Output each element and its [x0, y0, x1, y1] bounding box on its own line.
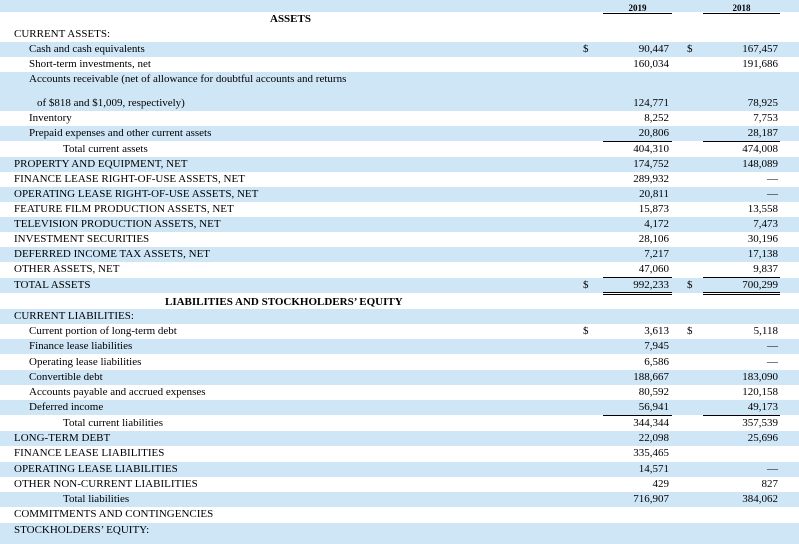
investment-securities-row: [0, 232, 799, 247]
value-2018: 700,299: [742, 279, 778, 291]
value-2019: 429: [652, 478, 669, 490]
assets-header: ASSETS: [270, 13, 311, 25]
prepaid-row: [0, 126, 799, 141]
other-assets-row: [0, 262, 799, 277]
value-2019: 8,252: [644, 112, 669, 124]
long-term-debt-row: [0, 431, 799, 446]
television-production-row: [0, 217, 799, 232]
stockholders-equity-header-row: [0, 523, 799, 544]
value-2018: —: [767, 188, 778, 200]
value-2018: —: [767, 356, 778, 368]
deferred-tax-row: [0, 247, 799, 262]
value-2018: 30,196: [747, 233, 778, 245]
total-double-rule: [703, 292, 780, 295]
row-label: Convertible debt: [29, 371, 103, 383]
row-label: OPERATING LEASE RIGHT-OF-USE ASSETS, NET: [14, 188, 259, 200]
value-2019: 160,034: [633, 58, 669, 70]
value-2019: 20,806: [638, 127, 669, 139]
total-double-rule: [603, 292, 672, 295]
dollar-sign: $: [583, 43, 589, 55]
row-label: LONG-TERM DEBT: [14, 432, 111, 444]
row-label: OTHER NON-CURRENT LIABILITIES: [14, 478, 198, 490]
row-label: Short-term investments, net: [29, 58, 151, 70]
total-current-liabilities-row: [0, 416, 799, 431]
value-2019: 289,932: [633, 173, 669, 185]
total-current-assets-row: [0, 142, 799, 157]
value-2019: 344,344: [633, 417, 669, 429]
row-label: COMMITMENTS AND CONTINGENCIES: [14, 508, 214, 520]
finance-lease-liabilities-noncurrent-row: [0, 446, 799, 461]
value-2019: 22,098: [638, 432, 669, 444]
value-2019: 90,447: [638, 43, 669, 55]
operating-lease-liabilities-noncurrent-row: [0, 462, 799, 477]
row-label: Deferred income: [29, 401, 104, 413]
value-2018: —: [767, 173, 778, 185]
row-label: DEFERRED INCOME TAX ASSETS, NET: [14, 248, 211, 260]
row-label: FINANCE LEASE RIGHT-OF-USE ASSETS, NET: [14, 173, 245, 185]
row-label: Prepaid expenses and other current assets: [29, 127, 212, 139]
ppe-row: [0, 157, 799, 172]
row-label: Operating lease liabilities: [29, 356, 142, 368]
row-label: TELEVISION PRODUCTION ASSETS, NET: [14, 218, 221, 230]
row-label: Accounts payable and accrued expenses: [29, 386, 206, 398]
row-label: of $818 and $1,009, respectively): [37, 97, 185, 109]
value-2018: 9,837: [753, 263, 778, 275]
value-2019: 4,172: [644, 218, 669, 230]
value-2018: 183,090: [742, 371, 778, 383]
accounts-receivable-row-2: [0, 96, 799, 111]
cash-row: [0, 42, 799, 57]
row-label: Accounts receivable (net of allowance for doubtful accounts and returns: [29, 73, 347, 85]
row-label: OPERATING LEASE LIABILITIES: [14, 463, 178, 475]
row-label: PROPERTY AND EQUIPMENT, NET: [14, 158, 188, 170]
value-2018: —: [767, 463, 778, 475]
value-2019: 80,592: [638, 386, 669, 398]
inventory-row: [0, 111, 799, 126]
row-label: Cash and cash equivalents: [29, 43, 145, 55]
feature-film-row: [0, 202, 799, 217]
value-2019: 56,941: [638, 401, 669, 413]
column-header-row: [0, 0, 799, 12]
row-label: TOTAL ASSETS: [14, 279, 91, 291]
row-label: Total current assets: [63, 143, 148, 155]
row-label: Total current liabilities: [63, 417, 164, 429]
total-liabilities-row: [0, 492, 799, 507]
commitments-row: [0, 507, 799, 522]
value-2018: —: [767, 340, 778, 352]
value-2019: 28,106: [638, 233, 669, 245]
value-2018: 28,187: [747, 127, 778, 139]
value-2018: 167,457: [742, 43, 778, 55]
row-label: Finance lease liabilities: [29, 340, 133, 352]
value-2018: 25,696: [747, 432, 778, 444]
total-assets-row: [0, 278, 799, 293]
operating-lease-rou-row: [0, 187, 799, 202]
value-2019: 7,217: [644, 248, 669, 260]
dollar-sign: $: [687, 279, 693, 291]
row-label: FEATURE FILM PRODUCTION ASSETS, NET: [14, 203, 234, 215]
value-2019: 47,060: [638, 263, 669, 275]
row-label: INVESTMENT SECURITIES: [14, 233, 150, 245]
finance-lease-rou-row: [0, 172, 799, 187]
value-2018: 827: [761, 478, 778, 490]
accounts-payable-row: [0, 385, 799, 400]
value-2018: 7,753: [753, 112, 778, 124]
value-2019: 3,613: [644, 325, 669, 337]
dollar-sign: $: [583, 325, 589, 337]
value-2018: 13,558: [747, 203, 778, 215]
dollar-sign: $: [687, 43, 693, 55]
current-assets-header-row: [0, 27, 799, 42]
row-label: OTHER ASSETS, NET: [14, 263, 120, 275]
value-2019: 15,873: [638, 203, 669, 215]
value-2019: 20,811: [639, 188, 669, 200]
dollar-sign: $: [687, 325, 693, 337]
dollar-sign: $: [583, 279, 589, 291]
finance-lease-liabilities-row: [0, 339, 799, 354]
value-2018: 474,008: [742, 143, 778, 155]
value-2019: 188,667: [633, 371, 669, 383]
current-liabilities-header-row: [0, 309, 799, 324]
accounts-receivable-row-1: [0, 72, 799, 96]
value-2019: 124,771: [633, 97, 669, 109]
current-assets-label: CURRENT ASSETS:: [14, 28, 111, 40]
year-2019-header: 2019: [603, 3, 672, 14]
current-portion-ltd-row: [0, 324, 799, 339]
row-label: Inventory: [29, 112, 72, 124]
convertible-debt-row: [0, 370, 799, 385]
value-2019: 404,310: [633, 143, 669, 155]
year-2018-header: 2018: [703, 3, 780, 14]
operating-lease-liabilities-row: [0, 355, 799, 370]
row-label: Current portion of long-term debt: [29, 325, 177, 337]
value-2018: 384,062: [742, 493, 778, 505]
value-2018: 120,158: [742, 386, 778, 398]
value-2018: 78,925: [747, 97, 778, 109]
row-label: Total liabilities: [63, 493, 130, 505]
row-label: FINANCE LEASE LIABILITIES: [14, 447, 165, 459]
deferred-income-row: [0, 400, 799, 415]
value-2019: 7,945: [644, 340, 669, 352]
value-2018: 5,118: [753, 325, 778, 337]
value-2019: 992,233: [633, 279, 669, 291]
value-2018: 191,686: [742, 58, 778, 70]
value-2018: 148,089: [742, 158, 778, 170]
value-2019: 14,571: [638, 463, 669, 475]
value-2018: 49,173: [747, 401, 778, 413]
liabilities-header: LIABILITIES AND STOCKHOLDERS’ EQUITY: [165, 296, 403, 308]
value-2018: 357,539: [742, 417, 778, 429]
short-term-investments-row: [0, 57, 799, 72]
row-label: STOCKHOLDERS’ EQUITY:: [14, 524, 150, 536]
value-2018: 17,138: [747, 248, 778, 260]
value-2018: 7,473: [753, 218, 778, 230]
current-liabilities-label: CURRENT LIABILITIES:: [14, 310, 134, 322]
value-2019: 6,586: [644, 356, 669, 368]
value-2019: 174,752: [633, 158, 669, 170]
value-2019: 716,907: [633, 493, 669, 505]
value-2019: 335,465: [633, 447, 669, 459]
other-noncurrent-liabilities-row: [0, 477, 799, 492]
